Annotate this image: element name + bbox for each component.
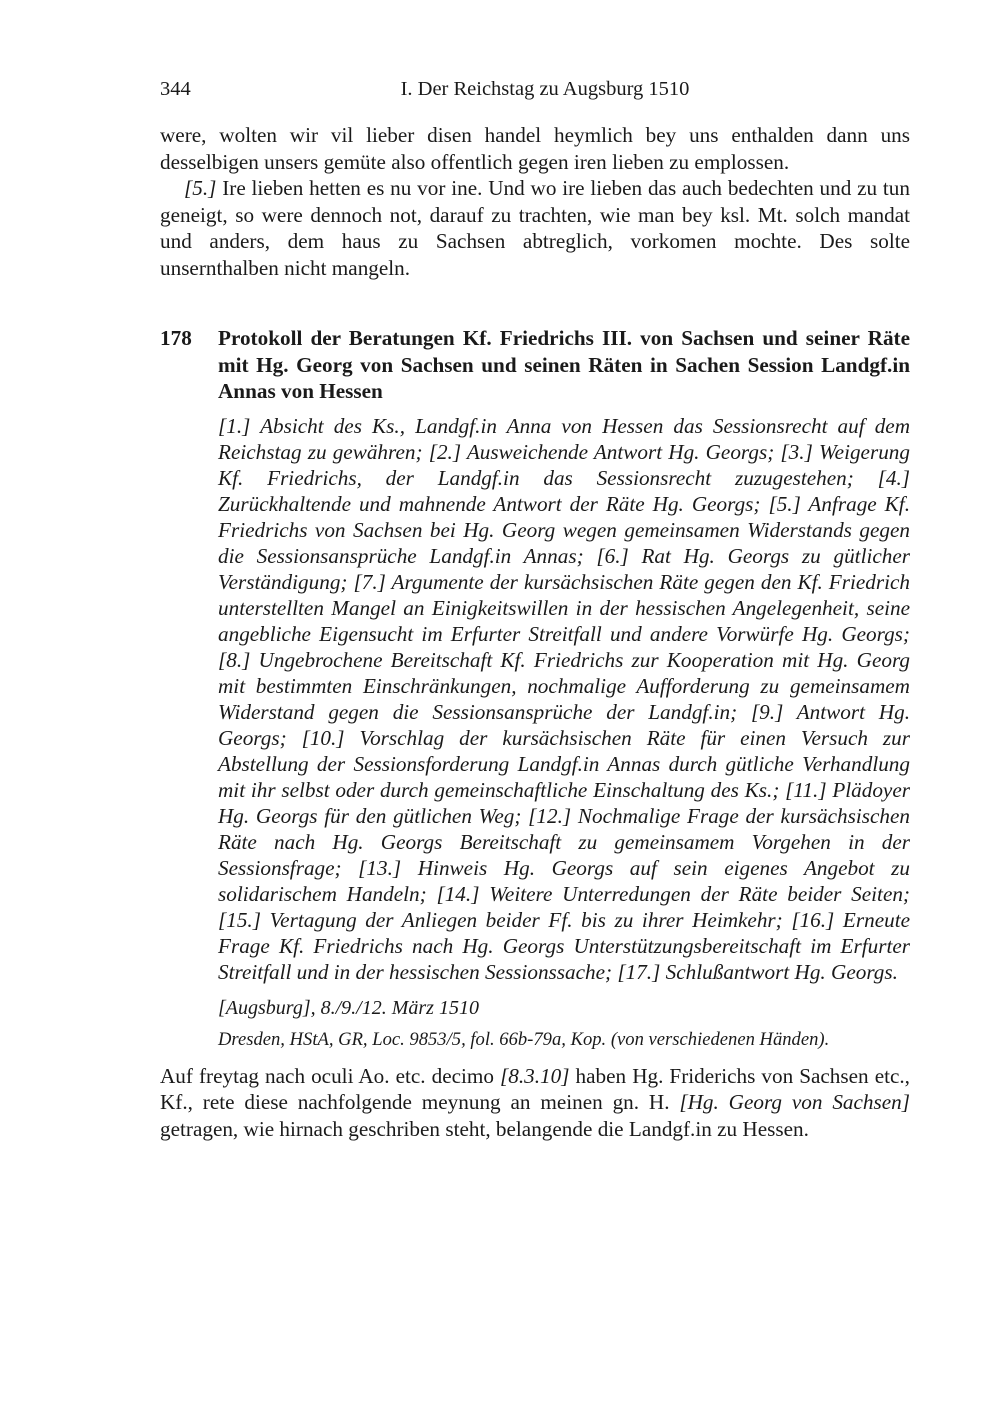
document-date: [Augsburg], 8./9./12. März 1510 (218, 996, 479, 1019)
running-head (160, 78, 910, 108)
document-heading (160, 325, 910, 405)
document-title: Protokoll der Beratungen Kf. Friedrichs III. von Sachsen und seiner Räte mit Hg. Georg von Sachsen und seinen Räten in Sachen Session Landgf.in Annas von Hessen (218, 326, 910, 403)
document-text-opening (160, 1063, 910, 1143)
document-source: Dresden, HStA, GR, Loc. 9853/5, fol. 66b-79a, Kop. (von verschiedenen Händen). (218, 1028, 830, 1050)
document-page (160, 78, 910, 1142)
paragraph-continuation: were, wolten wir vil lieber disen handel heymlich bey uns enthalden dann uns desselbigen unsers gemüte also offentlich gegen iren lieben zu emplossen. (160, 123, 910, 174)
document-number: 178 (160, 326, 192, 350)
opening-text-part-1: Auf freytag nach oculi Ao. etc. decimo (160, 1063, 501, 1088)
paragraph-5 (160, 175, 910, 281)
paragraph-marker: [5.] (184, 176, 217, 200)
name-reference: [Hg. Georg von Sachsen] (679, 1090, 910, 1114)
running-title: I. Der Reichstag zu Augsburg 1510 (400, 78, 690, 100)
date-reference: [8.3.10] (500, 1063, 570, 1088)
opening-text-part-3: getragen, wie hirnach geschriben steht, belangende die Landgf.in zu Hessen. (160, 1116, 809, 1141)
document-regest: [1.] Absicht des Ks., Landgf.in Anna von Hessen das Sessionsrecht auf dem Reichstag zu gewähren; [2.] Ausweichende Antwort Hg. Georgs; [3.] Weigerung Kf. Friedrichs, der Landgf.in das Sessionsrecht zuzugestehen; [4.] Zurückhaltende und mahnende Antwort der Räte Hg. Georgs; [5.] Anfrage Kf. Friedrichs von Sachsen bei Hg. Georg wegen gemeinsamen Widerstands gegen die Sessionsansprüche Landgf.in Annas; [6.] Rat Hg. Georgs zu gütlicher Verständigung; [7.] Argumente der kursächsischen Räte gegen den Kf. Friedrich unterstellten Mangel an Einigkeitswillen in der hessischen Angelegenheit, seine angebliche Eigensucht im Erfurter Streitfall und andere Vorwürfe Hg. Georgs; [8.] Ungebrochene Bereitschaft Kf. Friedrichs zur Kooperation mit Hg. Georg mit bestimmten Einschränkungen, nochmalige Aufforderung zu gemeinsamem Widerstand gegen die Sessionsansprüche der Landgf.in; [9.] Antwort Hg. Georgs; [10.] Vorschlag der kursächsischen Räte für einen Versuch zur Abstellung der Sessionsforderung Landgf.in Annas durch gütliche Verhandlung mit ihr selbst oder durch gemeinschaftliche Einschaltung des Ks.; [11.] Plädoyer Hg. Georgs für den gütlichen Weg; [12.] Nochmalige Frage der kursächsischen Räte nach Hg. Georgs Bereitschaft zu gemeinsamem Vorgehen in der Sessionsfrage; [13.] Hinweis Hg. Georgs auf sein eigenes Angebot zu solidarischem Handeln; [14.] Weitere Unterredungen der Räte beider Seiten; [15.] Vertagung der Anliegen beider Ff. bis zu ihrer Heimkehr; [16.] Erneute Frage Kf. Friedrichs nach Hg. Georgs Unterstützungsbereitschaft im Erfurter Streitfall und in der hessischen Sessionssache; [17.] Schlußantwort Hg. Georgs. (218, 413, 910, 984)
opening-text-part-2: haben Hg. Friderichs von Sachsen etc., Kf., rete diese nachfolgende meynung an meinen gn. H. (160, 1063, 910, 1114)
page-number: 344 (160, 78, 191, 100)
paragraph-5-text: Ire lieben hetten es nu vor ine. Und wo ire lieben das auch bedechten und zu tun geneigt, so were dennoch not, darauf zu trachten, wie man bey ksl. Mt. solch mandat und anders, dem haus zu Sachsen abtreglich, vorkomen mochte. Des solte unsernthalben nicht mangeln. (160, 176, 910, 280)
